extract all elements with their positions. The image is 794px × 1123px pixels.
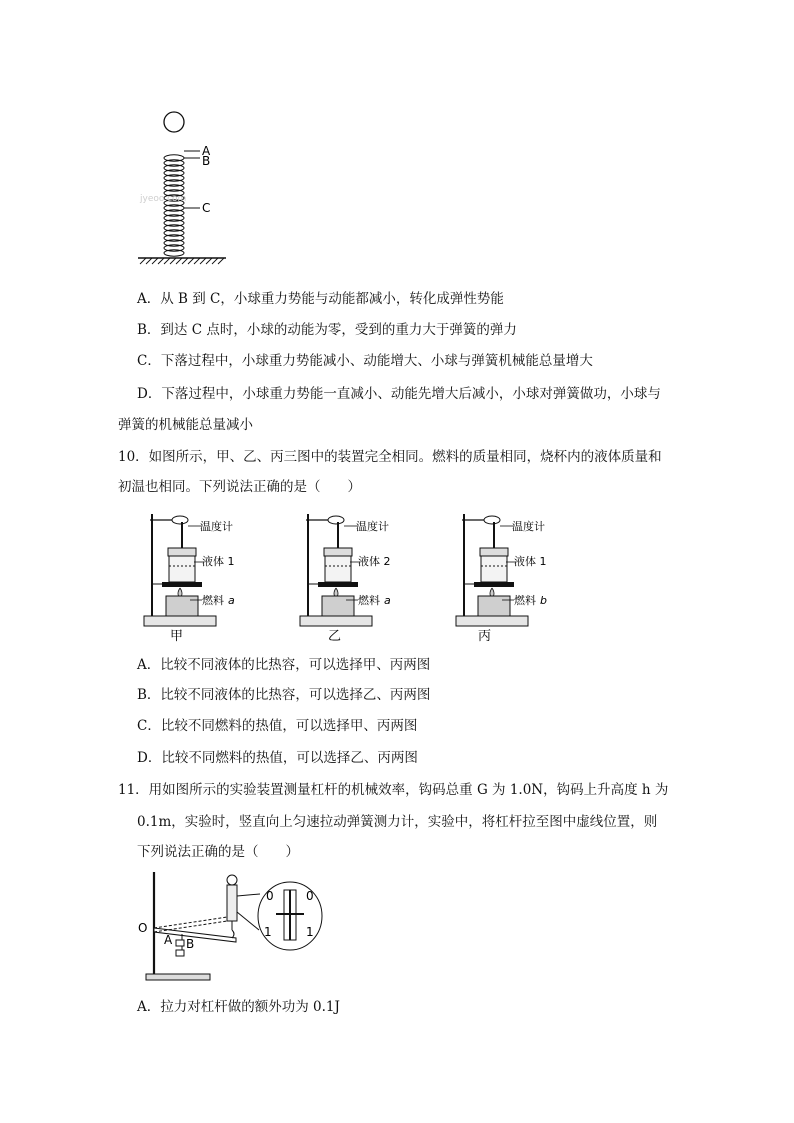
q9-option-a: A．从 B 到 C，小球重力势能与动能都减小，转化成弹性势能 (137, 291, 504, 307)
label-a: A (164, 933, 173, 947)
scale-right-top: 0 (306, 889, 314, 903)
q10-stem-cont: 初温也相同。下列说法正确的是（ ） (118, 479, 361, 495)
fuel-var: b (540, 594, 547, 607)
q9-option-c: C．下落过程中，小球重力势能减小、动能增大、小球与弹簧机械能总量增大 (137, 353, 593, 369)
spring-ball-figure (130, 108, 240, 270)
svg-text:燃料b (514, 593, 547, 607)
q11-stem: 11．用如图所示的实验装置测量杠杆的机械效率，钩码总重 G 为 1.0N，钩码上升高度 h 为 (118, 782, 669, 798)
svg-text:燃料a (358, 593, 391, 607)
label-b: B (202, 154, 211, 168)
label-c: C (202, 201, 211, 215)
q11-stem-cont1: 0.1m，实验时，竖直向上匀速拉动弹簧测力计，实验中，将杠杆拉至图中虚线位置，则 (137, 814, 658, 830)
q10-option-b: B．比较不同液体的比热容，可以选择乙、丙两图 (137, 687, 431, 703)
liquid-label: 液体 2 (358, 555, 391, 568)
label-a: A (202, 144, 211, 158)
fuel-var: a (384, 594, 391, 607)
scale-left-bottom: 1 (264, 925, 272, 939)
watermark: jyeoo.com (140, 194, 187, 204)
q10-option-c: C．比较不同燃料的热值，可以选择甲、丙两图 (137, 718, 418, 734)
fuel-var: a (228, 594, 235, 607)
ground-hatch (140, 258, 224, 264)
figure-caption: 甲 (170, 629, 184, 644)
apparatus-figure-bing (450, 508, 560, 645)
svg-text:燃料a (202, 593, 235, 607)
apparatus-figure-yi (294, 508, 404, 645)
q9-option-d: D．下落过程中，小球重力势能一直减小、动能先增大后减小，小球对弹簧做功，小球与 (137, 386, 661, 402)
scale-left-top: 0 (266, 889, 274, 903)
thermometer-label: 温度计 (356, 520, 389, 533)
liquid-label: 液体 1 (202, 555, 235, 568)
fuel-label: 燃料 (358, 594, 380, 607)
liquid-label: 液体 1 (514, 555, 547, 568)
ball (164, 112, 184, 132)
q9-option-d-cont: 弹簧的机械能总量减小 (118, 417, 253, 433)
apparatus-figure-jia (138, 508, 248, 645)
q10-stem: 10．如图所示，甲、乙、丙三图中的装置完全相同。燃料的质量相同，烧杯内的液体质量和 (118, 449, 662, 465)
q9-option-b: B．到达 C 点时，小球的动能为零，受到的重力大于弹簧的弹力 (137, 322, 517, 338)
spring-coil (164, 155, 184, 256)
scale-right-bottom: 1 (306, 925, 314, 939)
figure-caption: 丙 (478, 629, 492, 644)
q10-option-a: A．比较不同液体的比热容，可以选择甲、丙两图 (137, 657, 431, 673)
q11-option-a: A．拉力对杠杆做的额外功为 0.1J (137, 999, 340, 1015)
label-o: O (138, 921, 148, 935)
label-b: B (186, 937, 195, 951)
fuel-label: 燃料 (514, 594, 536, 607)
thermometer-label: 温度计 (512, 520, 545, 533)
lever-figure (134, 868, 334, 986)
fuel-label: 燃料 (202, 594, 224, 607)
figure-caption: 乙 (328, 629, 342, 644)
q10-option-d: D．比较不同燃料的热值，可以选择乙、丙两图 (137, 750, 418, 766)
thermometer-label: 温度计 (200, 520, 233, 533)
q11-stem-cont2: 下列说法正确的是（ ） (137, 844, 299, 860)
